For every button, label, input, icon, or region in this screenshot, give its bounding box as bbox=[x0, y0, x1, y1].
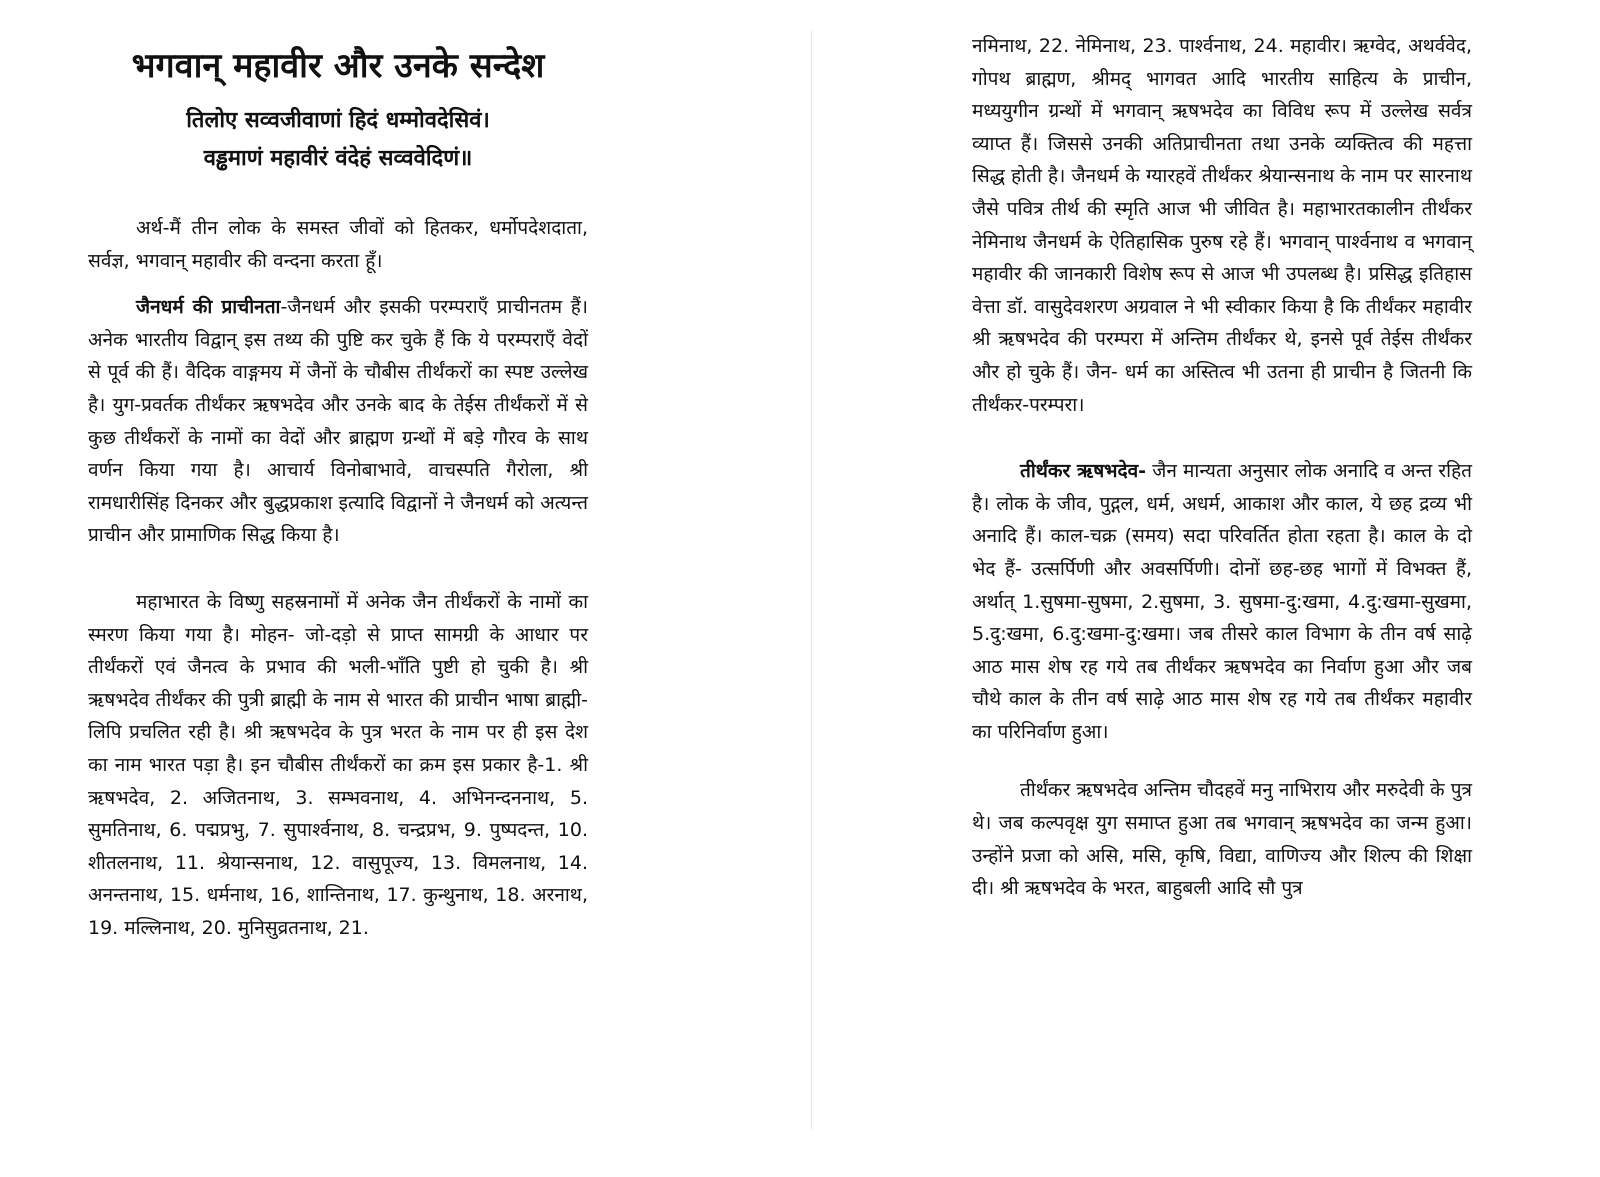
antiquity-heading: जैनधर्म की प्राचीनता bbox=[136, 296, 281, 319]
verse-line-2: वड्ढमाणं महावीरं वंदेहं सव्ववेदिणं॥ bbox=[203, 146, 473, 171]
manu-paragraph: तीर्थंकर ऋषभदेव अन्तिम चौदहवें मनु नाभिराय और मरुदेवी के पुत्र थे। जब कल्पवृक्ष युग समाप्त हुआ तब भगवान् ऋषभदेव का जन्म हुआ। उन्होंने प्रजा को असि, मसि, कृषि, विद्या, वाणिज्य और शिल्प की शिक्षा दी। श्री ऋषभदेव के भरत, बाहुबली आदि सौ पुत्र bbox=[972, 779, 1472, 900]
rishabhdev-paragraph bbox=[972, 455, 1472, 748]
verse-line-1: तिलोए सव्वजीवाणां हिदं धम्मोवदेसिवं। bbox=[186, 108, 490, 133]
antiquity-body: -जैनधर्म और इसकी परम्पराएँ प्राचीनतम हैं। अनेक भारतीय विद्वान् इस तथ्य की पुष्टि कर चुके हैं कि ये परम्पराएँ वेदों से पूर्व की हैं। वैदिक वाङ्गमय में जैनों के चौबीस तीर्थंकरों का स्पष्ट उल्लेख है। युग-प्रवर्तक तीर्थंकर ऋषभदेव और उनके बाद के तेईस तीर्थंकरों में से कुछ तीर्थंकरों के नामों का वेदों और ब्राह्मण ग्रन्थों में बड़े गौरव के साथ वर्णन किया गया है। आचार्य विनोबाभावे, वाचस्पति गैरोला, श्री रामधारीसिंह दिनकर और बुद्धप्रकाश इत्यादि विद्वानों ने जैनधर्म को अत्यन्त प्राचीन और प्रामाणिक सिद्ध किया है। bbox=[88, 296, 589, 547]
continuation-paragraph: नमिनाथ, 22. नेमिनाथ, 23. पार्श्वनाथ, 24. महावीर। ऋग्वेद, अथर्ववेद, गोपथ ब्राह्मण, श्रीमद् भागवत आदि भारतीय साहित्य के प्राचीन, मध्ययुगीन ग्रन्थों में भगवान् ऋषभदेव का विविध रूप में उल्लेख सर्वत्र व्याप्त हैं। जिससे उनकी अतिप्राचीनता तथा उनके व्यक्तित्व की महत्ता सिद्ध होती है। जैनधर्म के ग्यारहवें तीर्थंकर श्रेयान्सनाथ के नाम पर सारनाथ जैसे पवित्र तीर्थ की स्मृति आज भी जीवित है। महाभारतकालीन तीर्थंकर नेमिनाथ जैनधर्म के ऐतिहासिक पुरुष रहे हैं। भगवान् पार्श्वनाथ व भगवान् महावीर की जानकारी विशेष रूप से आज भी उपलब्ध है। प्रसिद्ध इतिहास वेत्ता डॉ. वासुदेवशरण अग्रवाल ने भी स्वीकार किया है कि तीर्थंकर महावीर श्री ऋषभदेव की परम्परा में अन्तिम तीर्थंकर थे, इनसे पूर्व तेईस तीर्थंकर और हो चुके हैं। जैन- धर्म का अस्तित्व भी उतना ही प्राचीन है जितनी कि तीर्थंकर-परम्परा। bbox=[972, 35, 1472, 416]
antiquity-paragraph bbox=[88, 291, 588, 552]
rishabhdev-body: जैन मान्यता अनुसार लोक अनादि व अन्त रहित है। लोक के जीव, पुद्गल, धर्म, अधर्म, आकाश और काल, ये छह द्रव्य भी अनादि हैं। काल-चक्र (समय) सदा परिवर्तित होता रहता है। काल के दो भेद हैं- उत्सर्पिणी और अवसर्पिणी। दोनों छह-छह भागों में विभक्त हैं, अर्थात् 1.सुषमा-सुषमा, 2.सुषमा, 3. सुषमा-दु:खमा, 4.दु:खमा-सुखमा, 5.दु:खमा, 6.दु:खमा-दु:खमा। जब तीसरे काल विभाग के तीन वर्ष साढ़े आठ मास शेष रह गये तब तीर्थंकर ऋषभदेव का निर्वाण हुआ और जब चौथे काल के तीन वर्ष साढ़े आठ मास शेष रह गये तब तीर्थंकर महावीर का परिनिर्वाण हुआ। bbox=[972, 460, 1472, 743]
meaning-paragraph: अर्थ-मैं तीन लोक के समस्त जीवों को हितकर, धर्मोपदेशदाता, सर्वज्ञ, भगवान् महावीर की वन्दना करता हूँ। bbox=[88, 217, 588, 272]
mahabharata-paragraph: महाभारत के विष्णु सहस्रनामों में अनेक जैन तीर्थंकरों के नामों का स्मरण किया गया है। मोहन- जो-दड़ो से प्राप्त सामग्री के आधार पर तीर्थंकरों एवं जैनत्व के प्रभाव की भली-भाँति पुष्टी हो चुकी है। श्री ऋषभदेव तीर्थंकर की पुत्री ब्राह्मी के नाम से भारत की प्राचीन भाषा ब्राह्मी-लिपि प्रचलित रही है। श्री ऋषभदेव के पुत्र भरत के नाम पर ही इस देश का नाम भारत पड़ा है। इन चौबीस तीर्थंकरों का क्रम इस प्रकार है-1. श्री ऋषभदेव, 2. अजितनाथ, 3. सम्भवनाथ, 4. अभिनन्दननाथ, 5. सुमतिनाथ, 6. पद्मप्रभु, 7. सुपार्श्वनाथ, 8. चन्द्रप्रभ, 9. पुष्पदन्त, 10. शीतलनाथ, 11. श्रेयान्सनाथ, 12. वासुपूज्य, 13. विमलनाथ, 14. अनन्तनाथ, 15. धर्मनाथ, 16, शान्तिनाथ, 17. कुन्थुनाथ, 18. अरनाथ, 19. मल्लिनाथ, 20. मुनिसुव्रतनाथ, 21. bbox=[88, 590, 588, 939]
right-page bbox=[812, 0, 1600, 1177]
rishabhdev-heading: तीर्थंकर ऋषभदेव- bbox=[1020, 460, 1147, 483]
page-title: भगवान् महावीर और उनके सन्देश bbox=[131, 46, 545, 86]
